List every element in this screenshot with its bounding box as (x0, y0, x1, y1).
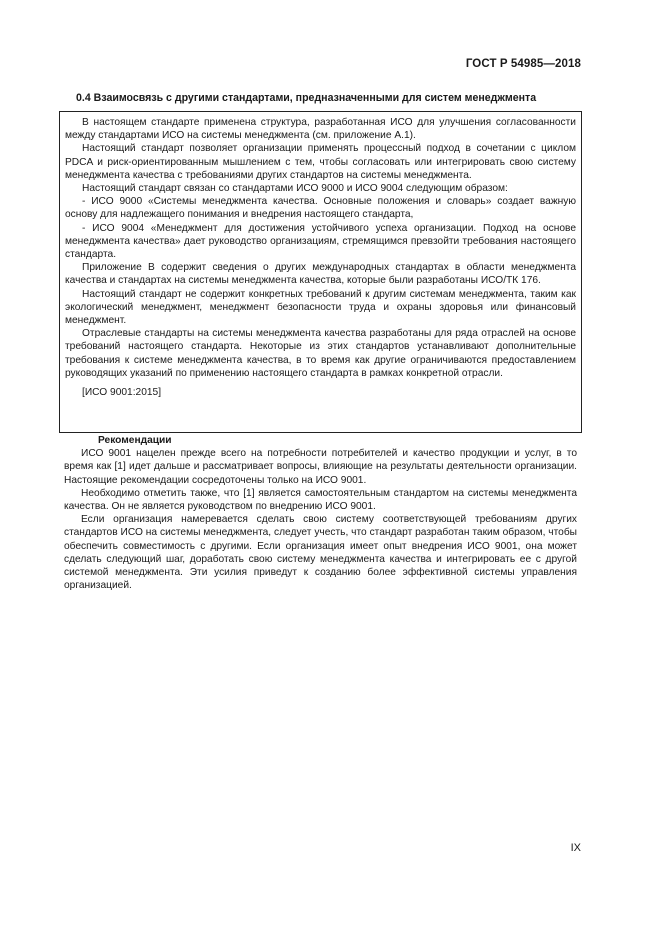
page-number: IX (570, 842, 581, 854)
box-paragraph: Отраслевые стандарты на системы менеджмента качества разработаны для ряда отраслей на основе требований настоящего стандарта. Некоторые из этих стандартов устанавливают дополнительные требования к системе менеджмента качества, в то время как другие ограничиваются предоставлением руководящих указаний по применению настоящего стандарта в рамках конкретной отрасли. (65, 328, 576, 379)
document-code: ГОСТ Р 54985—2018 (465, 58, 581, 70)
recommendation-paragraph: Необходимо отметить также, что [1] является самостоятельным стандартом на системы менеджмента качества. Он не является руководством по внедрению ИСО 9001. (64, 487, 577, 513)
box-citation: [ИСО 9001:2015] (82, 387, 162, 399)
box-paragraph: Настоящий стандарт не содержит конкретных требований к другим системам менеджмента, таким как экологический менеджмент, менеджмент безопасности труда и охраны здоровья или финансовый менеджмент. (65, 288, 576, 327)
box-list-item: - ИСО 9000 «Системы менеджмента качества. Основные положения и словарь» создает важную основу для надлежащего понимания и внедрения настоящего стандарта, (65, 196, 576, 221)
recommendation-paragraph: Если организация намеревается сделать свою систему соответствующей требованиям других стандартов ИСО на системы менеджмента, следует учесть, что стандарт разработан таким образом, чтобы обеспечить совместимость с другими. Если организация имеет опыт внедрения ИСО 9001, она может сделать следующий шаг, доработать свою систему менеджмента качества и интегрировать ее с другой системой менеджмента. Эти усилия приведут к созданию более эффективной системы управления организацией. (64, 514, 577, 592)
box-list-item: - ИСО 9004 «Менеджмент для достижения устойчивого успеха организации. Подход на основе менеджмента качества» дает руководство организациям, стремящимся превзойти требования настоящего стандарта. (65, 222, 576, 261)
quoted-standard-box (59, 111, 582, 433)
box-paragraph: В настоящем стандарте применена структура, разработанная ИСО для улучшения согласованности между стандартами ИСО на системы менеджмента (см. приложение А.1). (65, 117, 576, 142)
box-paragraph: Настоящий стандарт связан со стандартами ИСО 9000 и ИСО 9004 следующим образом: (82, 183, 508, 195)
box-paragraph: Приложение В содержит сведения о других международных стандартах в области менеджмента качества и стандартах на системы менеджмента качества, которые были разработаны ИСО/ТК 176. (65, 262, 576, 287)
box-paragraph: Настоящий стандарт позволяет организации применять процессный подход в сочетании с циклом PDCA и риск-ориентированным мышлением с тем, чтобы согласовать или интегрировать свою систему менеджмента качества с требованиями других стандартов на системы менеджмента. (65, 143, 576, 181)
recommendations-section (59, 434, 582, 592)
section-title: 0.4 Взаимосвязь с другими стандартами, предназначенными для систем менеджмента (76, 92, 537, 104)
recommendation-paragraph: ИСО 9001 нацелен прежде всего на потребности потребителей и качество продукции и услуг, в то время как [1] идет дальше и рассматривает вопросы, влияющие на результаты деятельности организации. Настоящие рекомендации сосредоточены только на ИСО 9001. (64, 448, 577, 486)
recommendations-title: Рекомендации (98, 435, 172, 446)
